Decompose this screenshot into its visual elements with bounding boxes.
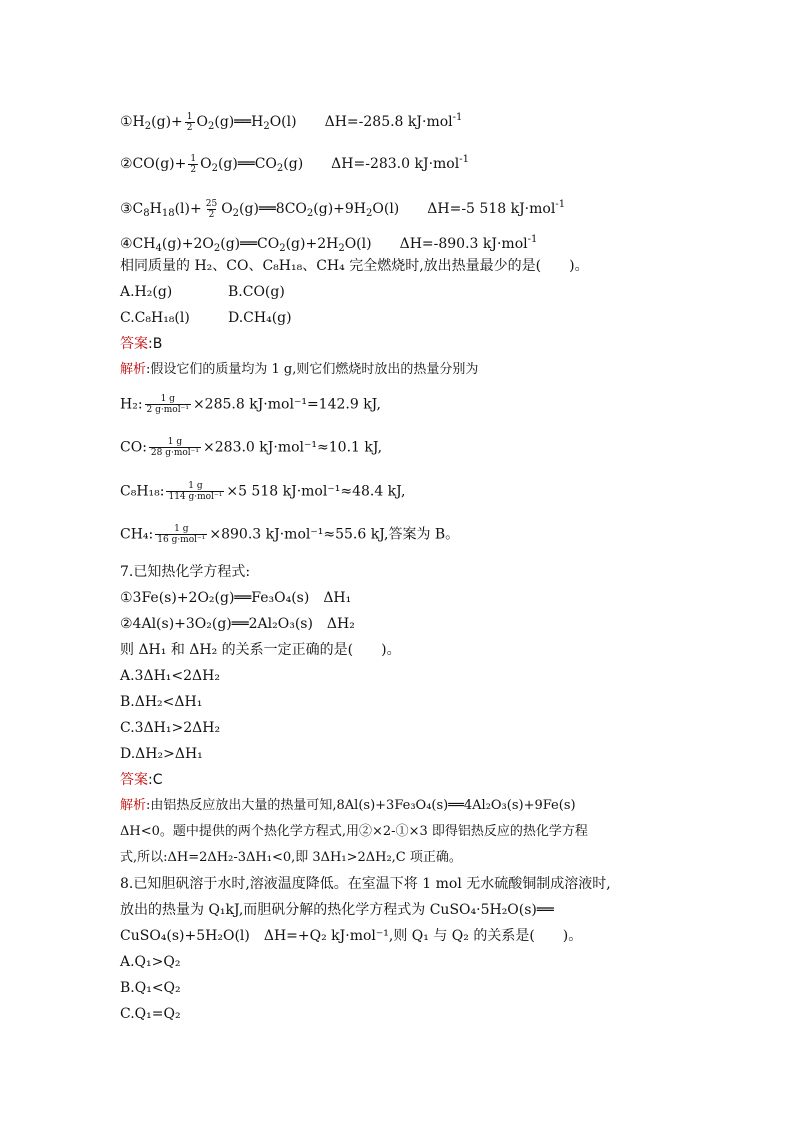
question-7-option-d: D.ΔH₂>ΔH₁: [120, 746, 203, 762]
question-7-analysis-1: 解析:由铝热反应放出大量的热量可知,8Al(s)+3Fe₃O₄(s)══4Al₂O₃(s)+9Fe(s): [120, 798, 576, 813]
question-7-equation-1: ①3Fe(s)+2O₂(g)══Fe₃O₄(s) ΔH₁: [120, 590, 352, 606]
fraction: $\frac{25}{2}$: [205, 198, 218, 220]
question-6-option-b: B.CO(g): [228, 284, 285, 300]
question-7-equation-2: ②4Al(s)+3O₂(g)══2Al₂O₃(s) ΔH₂: [120, 616, 355, 632]
question-7-option-b: B.ΔH₂<ΔH₁: [120, 694, 203, 710]
question-8-line-2: 放出的热量为 Q₁kJ,而胆矾分解的热化学方程式为 CuSO₄·5H₂O(s)══: [120, 902, 554, 918]
question-6-answer: 答案:B: [120, 336, 163, 352]
question-7-analysis-3: 式,所以:ΔH=2ΔH₂-3ΔH₁<0,即 3ΔH₁>2ΔH₂,C 项正确。: [120, 850, 462, 865]
equation-4: $④CH_4(g)+2O_2(g)══CO_2(g)+2H_2O(l)$ ΔH=-890.3 kJ·mol$^{-1}$: [120, 234, 538, 254]
calc-co: CO: $\frac{1 g}{\text{28 g·mol⁻¹}}$ ×283.0 kJ·mol⁻¹≈10.1 kJ,: [120, 437, 383, 458]
question-7-analysis-2: ΔH<0。题中提供的两个热化学方程式,用②×2-①×3 即得铝热反应的热化学方程: [120, 824, 588, 839]
question-6-analysis: 解析:假设它们的质量均为 1 g,则它们燃烧时放出的热量分别为: [120, 362, 479, 377]
fraction: $\frac{1}{2}$: [190, 153, 197, 175]
question-8-line-3: CuSO₄(s)+5H₂O(l) ΔH=+Q₂ kJ·mol⁻¹,则 Q₁ 与 Q₂ 的关系是( )。: [120, 928, 583, 944]
question-7-question: 则 ΔH₁ 和 ΔH₂ 的关系一定正确的是( )。: [120, 642, 401, 658]
question-7-option-a: A.3ΔH₁<2ΔH₂: [120, 668, 220, 684]
question-7-answer: 答案:C: [120, 772, 163, 788]
calc-ch4: CH₄: $\frac{1 g}{\text{16 g·mol⁻¹}}$ ×890.3 kJ·mol⁻¹≈55.6 kJ,答案为 B。: [120, 524, 460, 545]
question-7-stem: 7.已知热化学方程式:: [120, 564, 251, 580]
question-6-stem: 相同质量的 H₂、CO、C₈H₁₈、CH₄ 完全燃烧时,放出热量最少的是( )。: [120, 258, 589, 274]
fraction: $\frac{1}{2}$: [186, 111, 193, 133]
question-8-option-c: C.Q₁=Q₂: [120, 1006, 181, 1022]
question-8-option-b: B.Q₁<Q₂: [120, 980, 181, 996]
equation-1: $①H_2(g)+$ $\frac{1}{2}$ $O_2(g)══H_2O(l)$ ΔH=-285.8 kJ·mol$^{-1}$: [120, 111, 463, 133]
question-6-option-c: C.C₈H₁₈(l): [120, 310, 190, 326]
calc-c8h18: C₈H₁₈: $\frac{1 g}{\text{114 g·mol⁻¹}}$ ×5 518 kJ·mol⁻¹≈48.4 kJ,: [120, 481, 406, 502]
question-6-option-a: A.H₂(g): [120, 284, 173, 300]
equation-2: ②CO(g)+ $\frac{1}{2}$ $O_2(g)══CO_2(g)$ ΔH=-283.0 kJ·mol$^{-1}$: [120, 153, 469, 175]
question-8-option-a: A.Q₁>Q₂: [120, 954, 181, 970]
question-8-line-1: 8.已知胆矾溶于水时,溶液温度降低。在室温下将 1 mol 无水硫酸铜制成溶液时,: [120, 876, 611, 892]
calc-h2: H₂: $\frac{1 g}{\text{2 g·mol⁻¹}}$ ×285.8 kJ·mol⁻¹=142.9 kJ,: [120, 394, 381, 415]
equation-3: $③C_8H_{18}(l)+$ $\frac{25}{2}$ $O_2(g)══8CO_2(g)+9H_2O(l)$ ΔH=-5 518 kJ·mol$^{-1}$: [120, 198, 566, 220]
question-6-option-d: D.CH₄(g): [228, 310, 292, 326]
question-7-option-c: C.3ΔH₁>2ΔH₂: [120, 720, 221, 736]
